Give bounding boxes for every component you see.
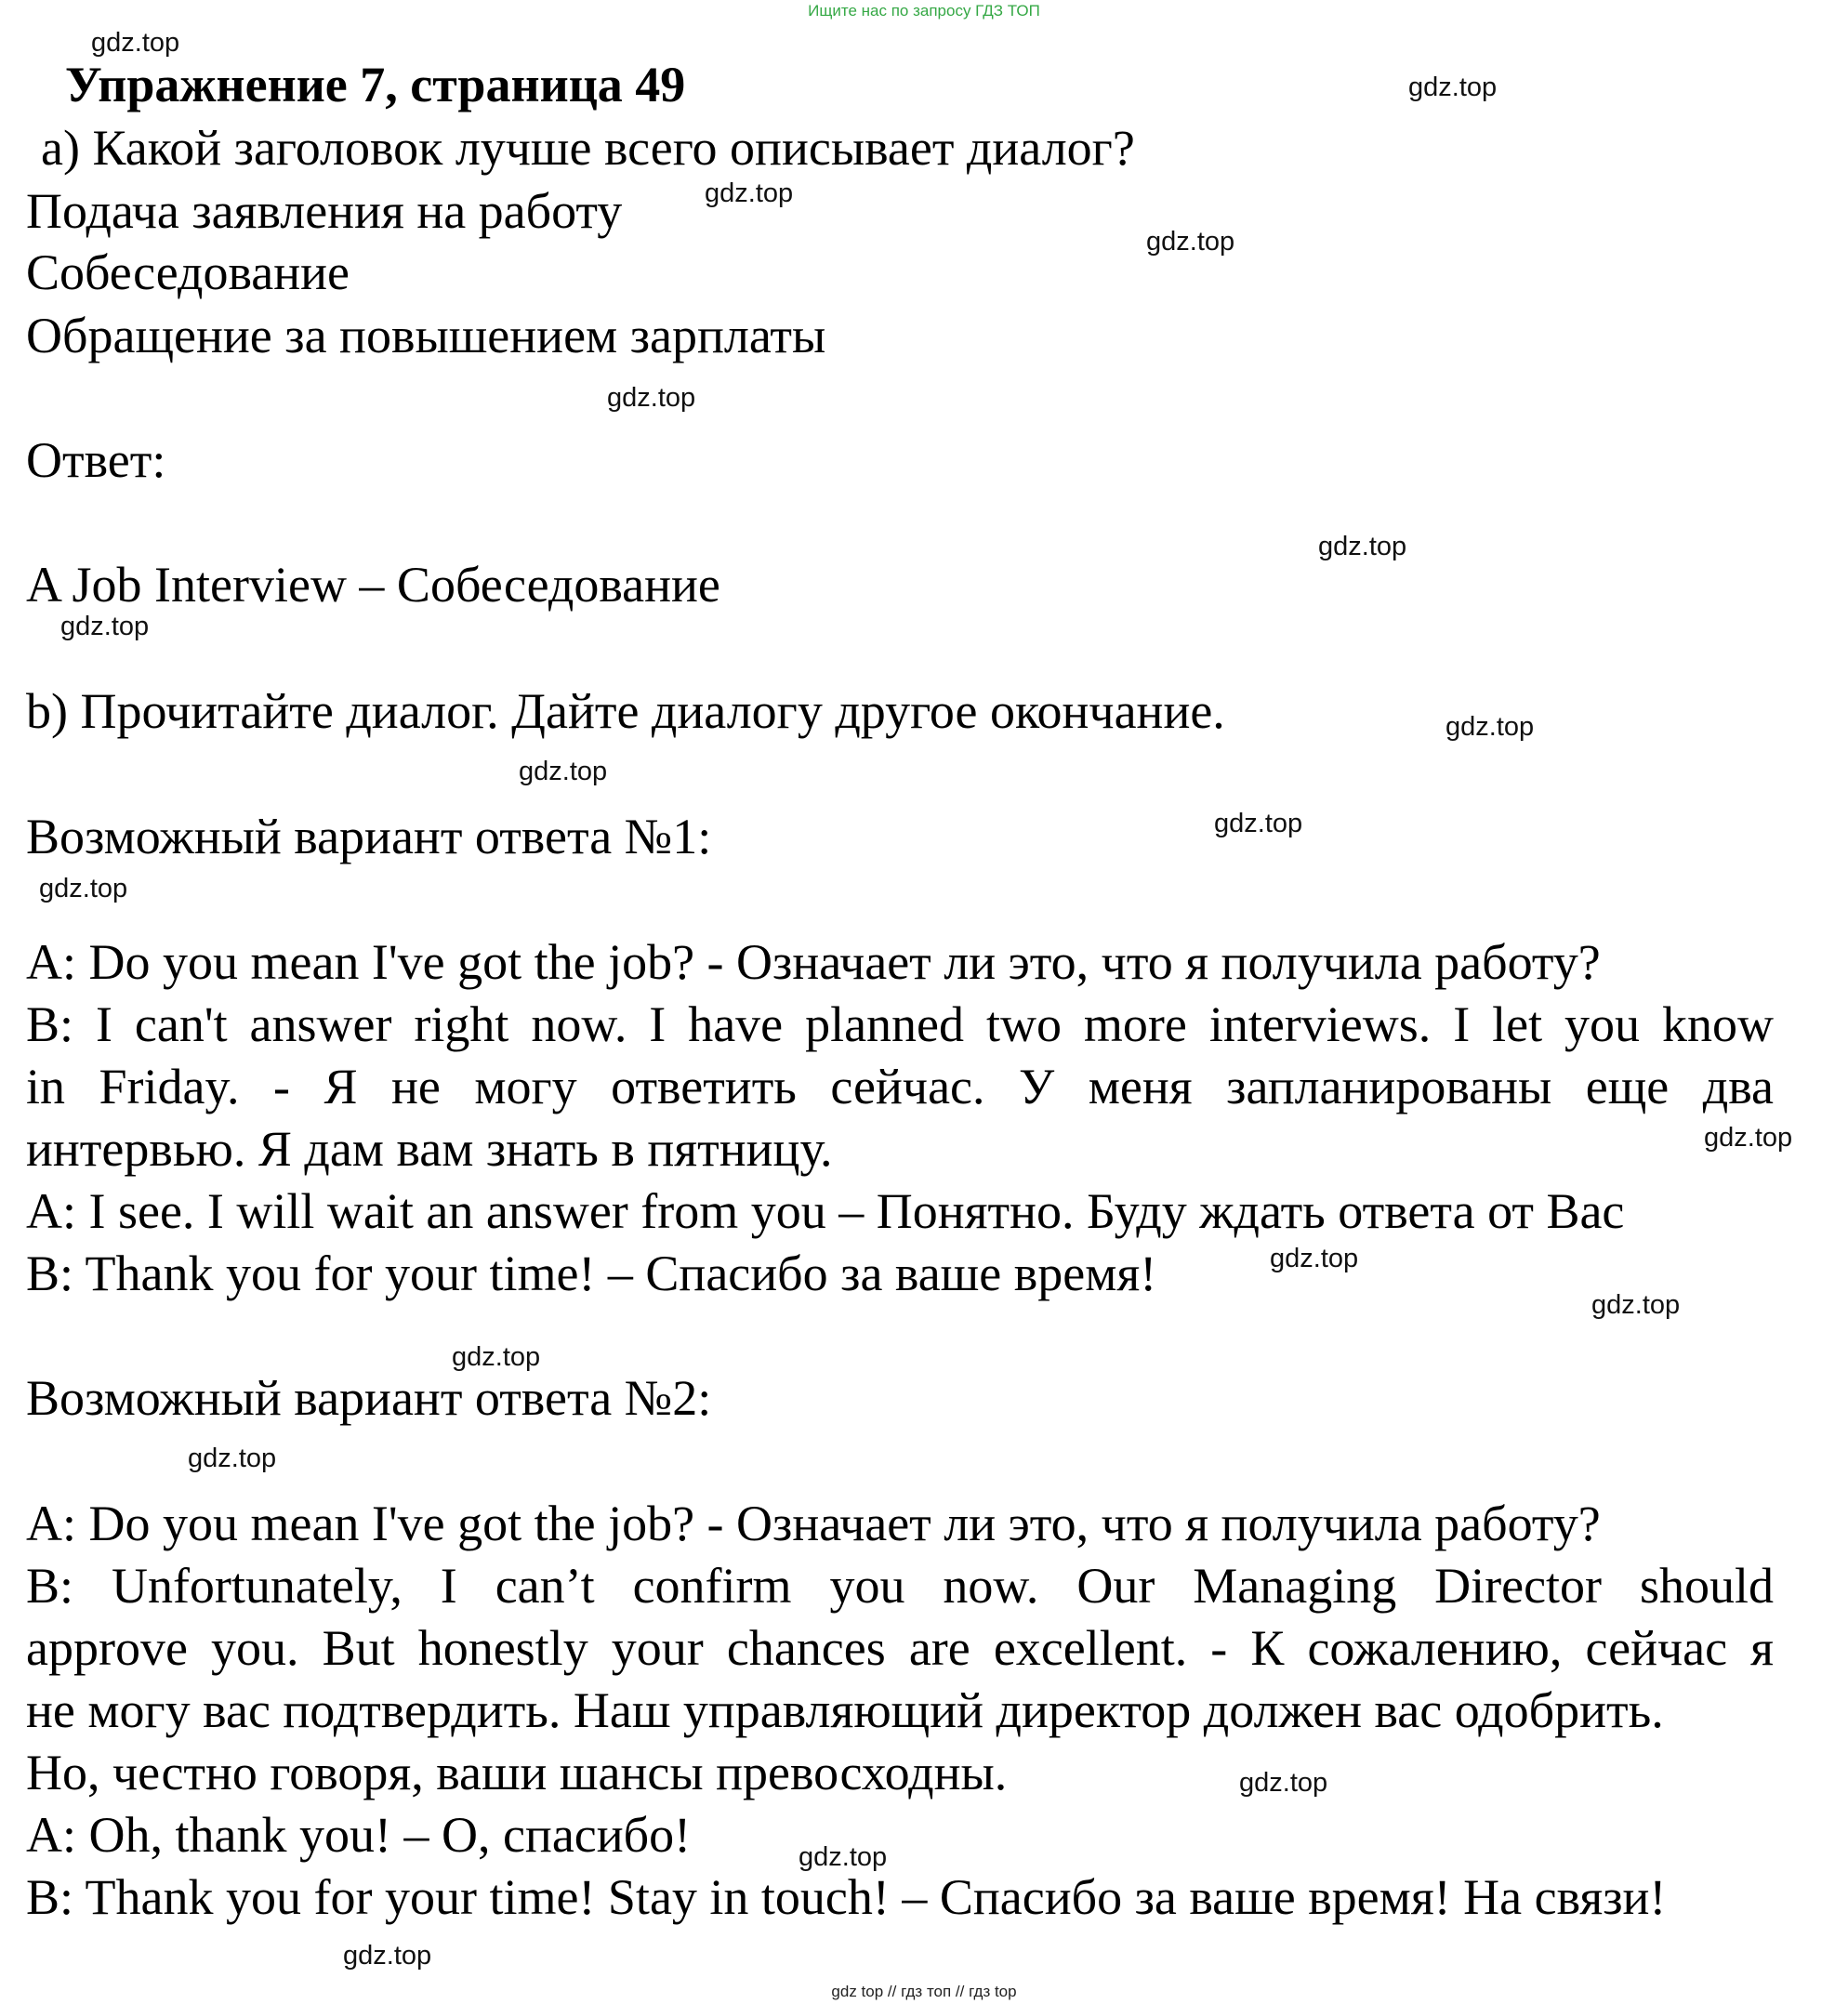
dialog-line: approve you. But honestly your chances are excellent. - К сожалению, сейчас я [26, 1620, 1774, 1676]
watermark: gdz.top [188, 1444, 277, 1473]
answer-a: A Job Interview – Собеседование [26, 557, 720, 613]
variant2-heading: Возможный вариант ответа №2: [26, 1370, 712, 1426]
watermark: gdz.top [1591, 1290, 1681, 1320]
watermark: gdz.top [452, 1342, 541, 1372]
dialog-line: интервью. Я дам вам знать в пятницу. [26, 1121, 833, 1177]
dialog-line: B: Unfortunately, I can’t confirm you now. Our Managing Director should [26, 1558, 1774, 1614]
option-item: Собеседование [26, 244, 350, 300]
dialog-line: A: Do you mean I've got the job? - Означает ли это, что я получила работу? [26, 1496, 1601, 1551]
dialog-line: не могу вас подтвердить. Наш управляющий директор должен вас одобрить. [26, 1682, 1664, 1738]
dialog-line: B: I can't answer right now. I have planned two more interviews. I let you know [26, 996, 1774, 1052]
watermark: gdz.top [1270, 1244, 1359, 1273]
watermark: gdz.top [519, 757, 608, 786]
answer-label: Ответ: [26, 432, 166, 488]
dialog-line: B: Thank you for your time! – Спасибо за ваше время! [26, 1246, 1157, 1301]
watermark: gdz.top [607, 383, 696, 413]
footer-note: gdz top // гдз топ // гдз top [831, 1983, 1017, 2000]
header-note: Ищите нас по запросу ГДЗ ТОП [808, 2, 1040, 20]
question-a: a) Какой заголовок лучше всего описывает диалог? [41, 120, 1135, 176]
watermark: gdz.top [60, 612, 150, 641]
watermark: gdz.top [39, 874, 128, 903]
watermark: gdz.top [1704, 1123, 1793, 1153]
watermark: gdz.top [91, 28, 180, 58]
dialog-line: in Friday. - Я не могу ответить сейчас. У меня запланированы еще два [26, 1059, 1774, 1114]
dialog-line: A: Do you mean I've got the job? - Означает ли это, что я получила работу? [26, 934, 1601, 990]
watermark: gdz.top [1214, 809, 1303, 838]
question-b: b) Прочитайте диалог. Дайте диалогу другое окончание. [26, 683, 1225, 739]
dialog-line: B: Thank you for your time! Stay in touch! – Спасибо за ваше время! На связи! [26, 1869, 1667, 1925]
watermark: gdz.top [1146, 227, 1235, 257]
option-item: Подача заявления на работу [26, 183, 623, 239]
watermark: gdz.top [1445, 712, 1535, 742]
dialog-line: A: Oh, thank you! – О, спасибо! [26, 1807, 692, 1863]
variant1-heading: Возможный вариант ответа №1: [26, 809, 712, 864]
watermark: gdz.top [343, 1941, 432, 1971]
dialog-line: Но, честно говоря, ваши шансы превосходны. [26, 1745, 1008, 1800]
dialog-line: A: I see. I will wait an answer from you – Понятно. Буду ждать ответа от Вас [26, 1183, 1625, 1239]
watermark: gdz.top [705, 178, 794, 208]
watermark: gdz.top [1408, 73, 1498, 102]
watermark: gdz.top [1239, 1768, 1328, 1798]
option-item: Обращение за повышением зарплаты [26, 308, 826, 363]
page-title: Упражнение 7, страница 49 [65, 57, 686, 112]
watermark: gdz.top [1318, 532, 1407, 561]
watermark: gdz.top [799, 1842, 888, 1872]
